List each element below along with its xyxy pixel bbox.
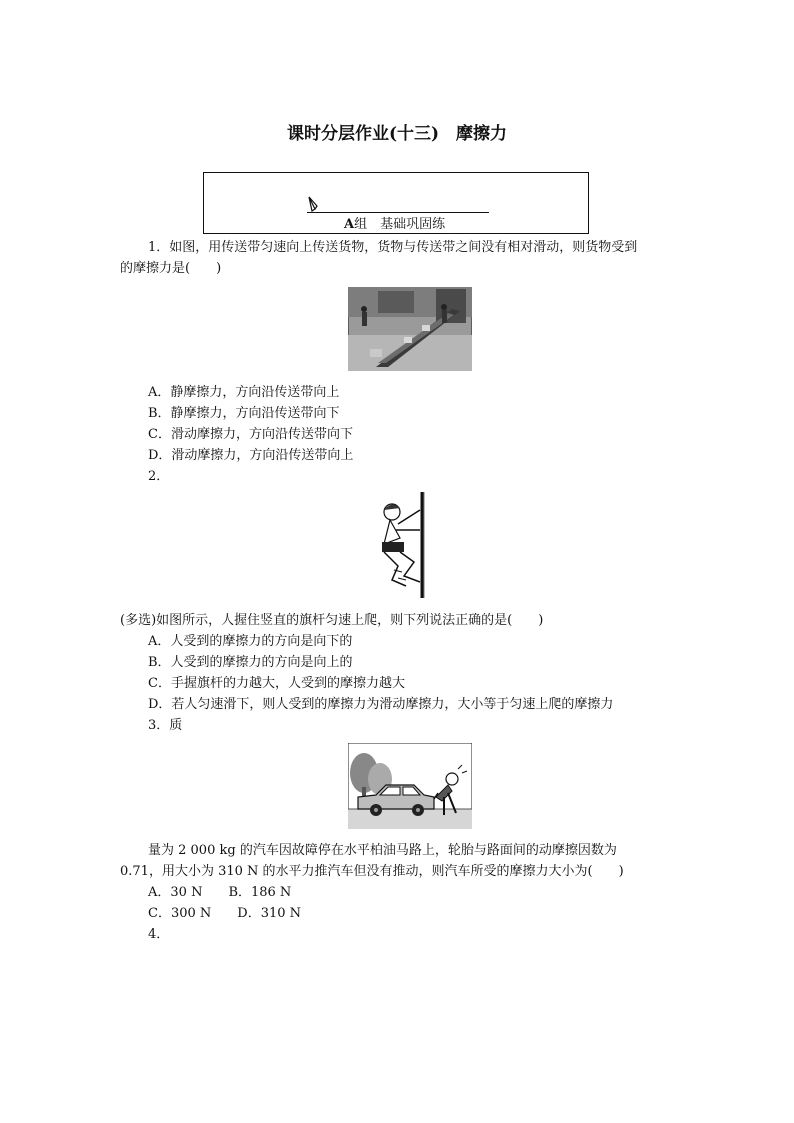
q2-number: 2．	[148, 469, 170, 484]
q3-options-row2: C．300 N D．310 N	[148, 906, 302, 921]
q2-option-c: C．手握旗杆的力越大，人受到的摩擦力越大	[148, 676, 405, 691]
section-rule	[307, 212, 489, 213]
car-push-illustration	[348, 743, 472, 829]
conveyor-belt-photo	[348, 287, 472, 371]
q4-number: 4．	[148, 927, 170, 942]
section-header-box	[203, 172, 589, 234]
q3-stem-line2: 0.71，用大小为 310 N 的水平力推汽车但没有推动，则汽车所受的摩擦力大小为( )	[120, 864, 624, 879]
section-label: A组 基础巩固练	[344, 217, 446, 232]
q1-stem-line2: 的摩擦力是( )	[120, 261, 222, 276]
q3-number: 3．质	[148, 718, 183, 733]
flagpole-climber-figure	[370, 490, 434, 600]
q1-option-d: D．滑动摩擦力，方向沿传送带向上	[148, 448, 354, 463]
q1-option-c: C．滑动摩擦力，方向沿传送带向下	[148, 427, 353, 442]
q1-option-a: A．静摩擦力，方向沿传送带向上	[148, 385, 340, 400]
q2-stem: (多选)如图所示，人握住竖直的旗杆匀速上爬，则下列说法正确的是( )	[120, 613, 544, 628]
q2-option-d: D．若人匀速滑下，则人受到的摩擦力为滑动摩擦力，大小等于匀速上爬的摩擦力	[148, 697, 614, 712]
pen-icon	[306, 195, 322, 213]
page-title: 课时分层作业(十三) 摩擦力	[286, 124, 508, 144]
q3-stem-line1: 量为 2 000 kg 的汽车因故障停在水平柏油马路上，轮胎与路面间的动摩擦因数为	[148, 843, 617, 858]
q2-option-b: B．人受到的摩擦力的方向是向上的	[148, 655, 353, 670]
q3-options-row1: A．30 N B．186 N	[148, 885, 292, 900]
q2-option-a: A．人受到的摩擦力的方向是向下的	[148, 634, 353, 649]
q1-stem-line1: 1．如图，用传送带匀速向上传送货物，货物与传送带之间没有相对滑动，则货物受到	[148, 240, 638, 255]
q1-option-b: B．静摩擦力，方向沿传送带向下	[148, 406, 340, 421]
